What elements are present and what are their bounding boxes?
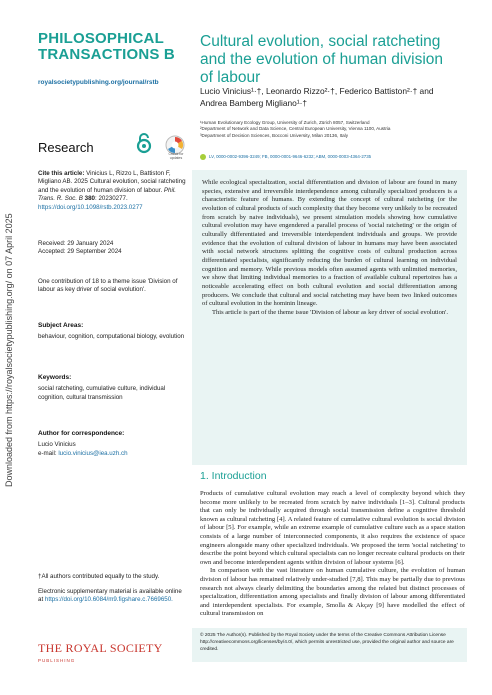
correspondence-name: Lucio Vinicius	[38, 441, 76, 449]
keywords-block	[38, 374, 188, 402]
publisher-name: THE ROYAL SOCIETY	[38, 641, 163, 655]
keywords-heading: Keywords:	[38, 374, 72, 381]
cite-label: Cite this article:	[38, 170, 85, 177]
orcid-row	[200, 154, 462, 160]
subject-areas-block	[38, 322, 188, 342]
introduction-heading: 1. Introduction	[200, 470, 267, 482]
affiliation-2: ²Department of Network and Data Science, Central European University, Vienna 1100, Austria	[200, 126, 391, 132]
subject-areas-text: behaviour, cognition, computational biology, evolution	[38, 333, 185, 341]
orcid-icon	[200, 154, 206, 160]
cite-doi-link[interactable]: https://doi.org/10.1098/rstb.2023.0277	[38, 203, 143, 211]
download-watermark: Downloaded from https://royalsocietypublishing.org/ on 07 April 2025	[4, 213, 14, 487]
correspondence-email-row	[38, 450, 188, 458]
received-date: Received: 29 January 2024	[38, 240, 114, 247]
theme-issue-note: One contribution of 18 to a theme issue 'Division of labour as key driver of social evolution'.	[38, 278, 178, 294]
theme-issue-statement: This article is part of the theme issue 'Division of labour as key driver of social evolution'.	[212, 308, 448, 316]
journal-name-line2: TRANSACTIONS B	[38, 46, 175, 63]
affiliation-3: ³Department of Decision Sciences, Bocconi University, Milan 20136, Italy	[200, 132, 348, 138]
affiliations	[200, 120, 462, 139]
esm-link[interactable]: https://doi.org/10.6084/m9.figshare.c.7669650.	[44, 596, 173, 604]
author-list: Lucio Vinicius¹·†, Leonardo Rizzo²·†, Federico Battiston²·† and Andrea Bamberg Migliano¹·†	[200, 86, 434, 108]
journal-logo	[38, 31, 188, 63]
subject-areas-heading: Subject Areas:	[38, 322, 84, 329]
dates-block	[38, 240, 188, 257]
cite-journal: Phil. Trans. R. Soc. B	[38, 186, 176, 203]
article-title: Cultural evolution, social ratcheting and the evolution of human division of labour	[200, 33, 443, 86]
orcid-ids[interactable]: LV, 0000-0002-9396-3249; FB, 0000-0001-9646-6232; ABM, 0000-0003-4364-2735	[209, 154, 372, 159]
accepted-date: Accepted: 29 September 2024	[38, 248, 122, 256]
intro-paragraph-2: In comparison with the vast literature on human cumulative culture, the evolution of human division of labour has remained relatively under-studied [7,8]. This may be partially due to previous research not always clearly delimiting the boundaries among the related but distinct processes of specialization, differentiation among specialists and finally division of labour among differentiated and interdependent specialists. For example, Smolla & Akçay [9] have modelled the effect of cultural transmission on	[200, 567, 465, 618]
intro-paragraph-1: Products of cumulative cultural evolution may reach a level of complexity beyond which they become more unlikely to be recreated from scratch by naive individuals [1–3]. Cultural products that can only be individually acquired through social transmission define a cognitive threshold known as cultural ratcheting [4]. A related feature of cumulative cultural evolution is social division of labour [5]. For example, while an extreme example of cumulative culture such as a space station consists of a large number of interconnected components, it also requires the existence of space engineers alongside many other specialized individuals. We proposed the term 'social ratcheting' to describe the point beyond which cultural specialists can no longer recreate cultural products on their own and become interdependent agents within division of labour systems [6].	[200, 490, 465, 566]
check-for-updates-label: Check for updates	[168, 152, 184, 160]
cite-text: Vinicius L, Rizzo L, Battiston F, Migliano AB. 2025 Cultural evolution, social ratcheting and the evolution of human division of labour.	[38, 170, 186, 194]
correspondence-heading: Author for correspondence:	[38, 430, 125, 437]
esm-block	[38, 588, 188, 605]
license-box: © 2025 The Author(s). Published by the Royal Society under the terms of the Creative Commons Attribution License http://creativecommons.org/licenses/by/4.0/, which permits unrestricted use, provided the original author and source are credited.	[192, 628, 467, 662]
affiliation-1: ¹Human Evolutionary Ecology Group, University of Zurich, Zürich 8057, Switzerland	[200, 120, 370, 125]
abstract-box	[192, 170, 467, 465]
cite-volume: 380	[84, 195, 95, 203]
open-access-icon	[135, 132, 153, 154]
correspondence-email-link[interactable]: lucio.vinicius@iea.uzh.ch	[58, 449, 128, 457]
publisher-logo	[38, 641, 178, 663]
publisher-subtitle: PUBLISHING	[38, 658, 76, 663]
introduction-body	[200, 490, 465, 619]
keywords-text: social ratcheting, cumulative culture, individual cognition, cultural transmission	[38, 385, 166, 401]
correspondence-block	[38, 430, 188, 458]
journal-url-link[interactable]: royalsocietypublishing.org/journal/rstb	[38, 79, 159, 86]
citation-block	[38, 170, 188, 212]
abstract-paragraph: While ecological specialization, social differentiation and division of labour are found in many species, extensive and irreversible interdependence among culturally specialized producers is a characteristic feature of humans. By extending the concept of cultural ratcheting (or the evolution of cultural products of such complexity that they become very unlikely to be recreated from scratch by naive individuals), we present simulation models showing how cumulative cultural evolution may have engendered a parallel process of 'social ratcheting' or the origin of culturally differentiated and irreversible interdependent individuals and groups. We provide evidence that the evolution of cultural division of labour in humans may have been associated with social network structures splitting the cognitive costs of cultural production across differentiated specialists, significantly reducing the burden of cultural learning on individual cognition and memory. While previous models often assumed agents with unlimited memories, we show that limiting individual memories to a fraction of available cultural repertoires has a noticeable accelerating effect on both cultural evolution and social differentiation among producers. We conclude that cultural and social ratcheting may have been two linked outcomes of cultural evolution in the hominin lineage.	[202, 179, 457, 308]
cite-article-number: : 20230277.	[95, 195, 128, 203]
article-type-label: Research	[38, 140, 94, 155]
journal-name-line1: PHILOSOPHICAL	[38, 30, 164, 47]
article-type-row	[38, 130, 188, 160]
esm-text: Electronic supplementary material is available online at	[38, 588, 182, 604]
email-label: e-mail:	[38, 449, 57, 457]
equal-contribution-footnote: †All authors contributed equally to the study.	[38, 573, 160, 580]
